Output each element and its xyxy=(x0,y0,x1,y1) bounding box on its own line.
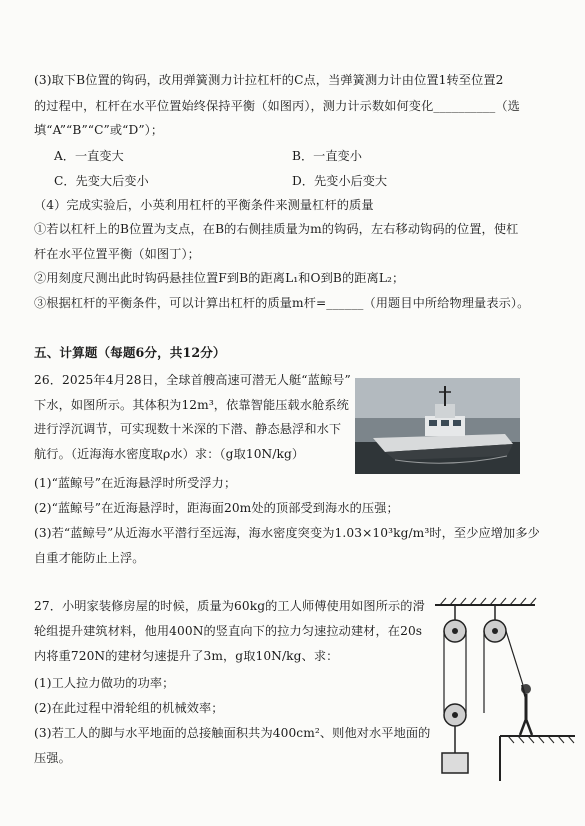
section-heading: 五、计算题（每题6分，共12分） xyxy=(34,345,226,360)
q4-step2: ②用刻度尺测出此时钩码悬挂位置F到B的距离L₁和O到B的距离L₂； xyxy=(34,271,405,285)
q3-option-a: A．一直变大 xyxy=(54,149,124,163)
q3-option-d: D．先变小后变大 xyxy=(292,174,388,188)
boat-photo xyxy=(355,378,520,474)
q27-sub2: (2)在此过程中滑轮组的机械效率； xyxy=(34,701,224,715)
q26-line4: 航行。（近海海水密度取ρ水）求：（g取10N/kg） xyxy=(34,447,305,461)
q27-sub3b: 压强。 xyxy=(34,751,71,765)
pulley-diagram xyxy=(430,593,580,783)
q3-line3: 填“A”“B”“C”或“D”）； xyxy=(34,123,164,137)
q4-intro: （4）完成实验后，小英利用杠杆的平衡条件来测量杠杆的质量 xyxy=(34,198,374,212)
q26-sub3a: (3)若“蓝鲸号”从近海水平潜行至远海，海水密度突变为1.03×10³kg/m³时，至少应增加多少 xyxy=(34,526,540,540)
q26-sub3b: 自重才能防止上浮。 xyxy=(34,551,145,565)
q26-sub1: (1)“蓝鲸号”在近海悬浮时所受浮力； xyxy=(34,476,237,490)
q26-line2: 下水，如图所示。其体积为12m³，依靠智能压载水舱系统 xyxy=(34,398,349,412)
q4-step3: ③根据杠杆的平衡条件，可以计算出杠杆的质量m杆=______（用题目中所给物理量表示）。 xyxy=(34,296,530,310)
q4-step1a: ①若以杠杆上的B位置为支点，在B的右侧挂质量为m的钩码，左右移动钩码的位置，使杠 xyxy=(34,222,519,236)
q27-line1: 27．小明家装修房屋的时候，质量为60kg的工人师傅使用如图所示的滑 xyxy=(34,599,425,613)
q3-option-b: B．一直变小 xyxy=(292,149,362,163)
q26-line3: 进行浮沉调节，可实现数十米深的下潜、静态悬浮和水下 xyxy=(34,422,342,436)
boat-photo-icon xyxy=(355,378,520,474)
pulley-system-icon xyxy=(430,593,580,783)
q3-line2: 的过程中，杠杆在水平位置始终保持平衡（如图丙），测力计示数如何变化__________（选 xyxy=(34,99,520,113)
q4-step1b: 杆在水平位置平衡（如图丁）； xyxy=(34,247,200,261)
q27-line2: 轮组提升建筑材料，他用400N的竖直向下的拉力匀速拉动建材，在20s xyxy=(34,624,423,638)
q26-sub2: (2)“蓝鲸号”在近海悬浮时，距海面20m处的顶部受到海水的压强； xyxy=(34,501,399,515)
q27-sub1: (1)工人拉力做功的功率； xyxy=(34,676,175,690)
q27-sub3a: (3)若工人的脚与水平地面的总接触面积共为400cm²、则他对水平地面的 xyxy=(34,726,431,740)
q26-line1: 26．2025年4月28日，全球首艘高速可潜无人艇“蓝鲸号” xyxy=(34,373,351,387)
q27-line3: 内将重720N的建材匀速提升了3m，g取10N/kg、求： xyxy=(34,649,339,663)
q3-line1: (3)取下B位置的钩码，改用弹簧测力计拉杠杆的C点，当弹簧测力计由位置1转至位置2 xyxy=(34,73,504,87)
q3-option-c: C．先变大后变小 xyxy=(54,174,149,188)
